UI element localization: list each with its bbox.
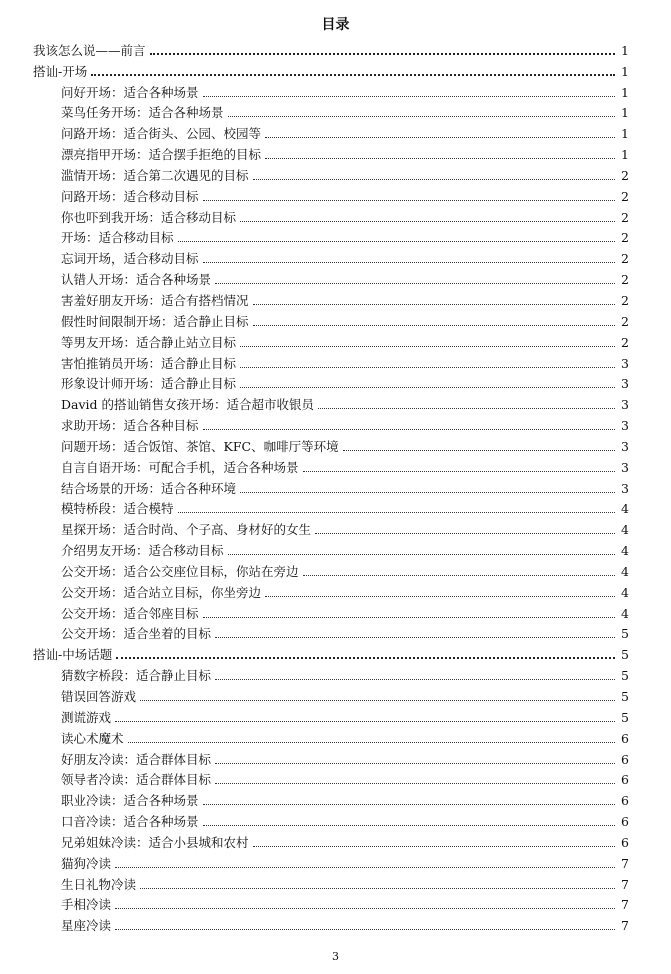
toc-entry-title: 害怕推销员开场：适合静止目标 [61,355,237,371]
toc-entry-title: 好朋友冷读：适合群体目标 [61,751,212,767]
toc-entry-page: 5 [621,626,629,642]
dot-leader [303,470,615,472]
toc-subsection-entry[interactable] [0,912,671,933]
toc-subsection-entry[interactable] [0,600,671,621]
dot-leader [318,407,615,409]
dot-leader [178,240,615,242]
toc-entry-title: 我该怎么说——前言 [33,42,146,58]
dot-leader [116,656,615,659]
toc-subsection-entry[interactable] [0,662,671,683]
toc-entry-page: 4 [621,563,629,579]
toc-entry-page: 1 [621,147,629,163]
toc-subsection-entry[interactable] [0,391,671,412]
toc-entry-title: 结合场景的开场：适合各种环境 [61,480,237,496]
dot-leader [140,699,615,701]
toc-subsection-entry[interactable] [0,225,671,246]
toc-entry-page: 2 [621,292,629,308]
toc-entry-title: 读心术魔术 [61,730,124,746]
toc-entry-title: 形象设计师开场：适合静止目标 [61,376,237,392]
toc-subsection-entry[interactable] [0,141,671,162]
toc-entry-title: 错误回答游戏 [61,689,137,704]
dot-leader [203,803,615,805]
toc-entry-page: 6 [621,814,629,830]
toc-entry-title: 问题开场：适合饭馆、茶馆、KFC、咖啡厅等环境 [61,438,339,454]
toc-subsection-entry[interactable] [0,683,671,704]
toc-entry-page: 5 [621,647,629,663]
dot-leader [228,115,615,117]
toc-subsection-entry[interactable] [0,412,671,433]
toc-entry-page: 2 [621,313,629,329]
toc-entry-page: 2 [621,272,629,288]
toc-entry-page: 3 [621,355,629,371]
dot-leader [240,220,615,222]
toc-entry-page: 4 [621,522,629,538]
dot-leader [315,532,615,534]
toc-subsection-entry[interactable] [0,871,671,892]
dot-leader [150,52,615,55]
toc-entry-page: 1 [621,105,629,121]
toc-subsection-entry[interactable] [0,516,671,537]
toc-entry-page: 3 [621,480,629,496]
toc-entry-page: 3 [621,418,629,434]
toc-entry-title: 求助开场：适合各种目标 [61,418,199,434]
dot-leader [303,574,615,576]
toc-entry-title: 菜鸟任务开场：适合各种场景 [61,105,224,121]
toc-entry-page: 2 [621,167,629,183]
toc-entry-page: 6 [621,793,629,809]
toc-entry-title: 忘词开场，适合移动目标 [61,251,199,267]
toc-subsection-entry[interactable] [0,746,671,767]
toc-entry-title: 测谎游戏 [61,709,112,725]
toc-entry-page: 4 [621,584,629,600]
toc-subsection-entry[interactable] [0,100,671,121]
toc-entry-page: 3 [621,459,629,475]
toc-entry-page: 1 [621,84,629,100]
toc-entry-page: 2 [621,230,629,246]
toc-entry-title: 介绍男友开场：适合移动目标 [61,543,224,559]
toc-subsection-entry[interactable] [0,787,671,808]
toc-entry-title: 害羞好朋友开场：适合有搭档情况 [61,292,249,308]
toc-entry-page: 1 [621,42,629,58]
toc-entry-title: 问路开场：适合街头、公园、校园等 [61,126,262,142]
toc-subsection-entry[interactable] [0,829,671,850]
toc-entry-title: 生日礼物冷读 [61,876,137,892]
toc-entry-page: 7 [621,876,629,892]
dot-leader [253,845,615,847]
toc-subsection-entry[interactable] [0,621,671,642]
dot-leader [115,907,615,909]
toc-subsection-entry[interactable] [0,496,671,517]
toc-subsection-entry[interactable] [0,245,671,266]
dot-leader [240,491,615,493]
dot-leader [215,282,615,284]
toc-entry-page: 5 [621,689,629,704]
toc-entry-title: 猫狗冷读 [61,855,112,871]
dot-leader [178,511,615,513]
dot-leader [240,386,615,388]
toc-entry-title: 公交开场：适合站立目标，你坐旁边 [61,584,262,600]
toc-section-entry[interactable] [0,641,671,662]
toc-entry-title: 手相冷读 [61,897,112,913]
toc-subsection-entry[interactable] [0,371,671,392]
dot-leader [228,553,615,555]
toc-entry-page: 1 [621,63,629,79]
toc-entry-page: 4 [621,543,629,559]
toc-subsection-entry[interactable] [0,537,671,558]
toc-section-entry[interactable] [0,37,671,58]
toc-subsection-entry[interactable] [0,808,671,829]
toc-entry-title: 等男友开场：适合静止站立目标 [61,334,237,350]
toc-entry-page: 3 [621,397,629,413]
dot-leader [240,345,615,347]
toc-entry-title: 职业冷读：适合各种场景 [61,793,199,809]
toc-subsection-entry[interactable] [0,266,671,287]
toc-entry-title: 公交开场：适合公交座位目标，你站在旁边 [61,563,299,579]
toc-entry-title: 搭讪-开场 [33,63,88,79]
dot-leader [215,762,615,764]
toc-entry-title: 兄弟姐妹冷读：适合小县城和农村 [61,834,249,850]
toc-entry-page: 6 [621,730,629,746]
toc-entry-title: 星座冷读 [61,918,112,934]
toc-entry-page: 7 [621,897,629,913]
page-number: 3 [332,950,339,963]
toc-entry-page: 7 [621,918,629,934]
dot-leader [253,303,615,305]
toc-entry-title: 问路开场：适合移动目标 [61,188,199,204]
dot-leader [253,324,615,326]
toc-entry-title: 假性时间限制开场：适合静止目标 [61,313,249,329]
toc-entry-page: 5 [621,668,629,684]
toc-section-entry[interactable] [0,58,671,79]
toc-subsection-entry[interactable] [0,767,671,788]
dot-leader [203,199,615,201]
toc-subsection-entry[interactable] [0,579,671,600]
dot-leader [215,782,615,784]
toc-subsection-entry[interactable] [0,329,671,350]
dot-leader [115,720,615,722]
dot-leader [265,157,615,159]
toc-subsection-entry[interactable] [0,704,671,725]
toc-entry-page: 4 [621,501,629,517]
toc-subsection-entry[interactable] [0,892,671,913]
toc-entry-title: 公交开场：适合坐着的目标 [61,626,212,642]
toc-entry-title: 星探开场：适合时尚、个子高、身材好的女生 [61,522,312,538]
toc-entry-page: 2 [621,251,629,267]
dot-leader [203,824,615,826]
toc-entry-title: 开场：适合移动目标 [61,230,174,246]
toc-entry-title: 口音冷读：适合各种场景 [61,814,199,830]
toc-entry-title: 模特桥段：适合模特 [61,501,174,517]
toc-subsection-entry[interactable] [0,725,671,746]
toc-entry-title: 漂亮指甲开场：适合摆手拒绝的目标 [61,147,262,163]
toc-entry-title: 领导者冷读：适合群体目标 [61,772,212,788]
dot-leader [253,178,615,180]
toc-subsection-entry[interactable] [0,350,671,371]
dot-leader [203,261,615,263]
toc-entry-title: 问好开场：适合各种场景 [61,84,199,100]
dot-leader [91,73,615,76]
dot-leader [128,741,615,743]
toc-subsection-entry[interactable] [0,204,671,225]
toc-subsection-entry[interactable] [0,433,671,454]
toc-subsection-entry[interactable] [0,454,671,475]
toc-entry-title: 公交开场：适合邻座目标 [61,605,199,621]
toc-entry-title: 自言自语开场：可配合手机，适合各种场景 [61,459,299,475]
toc-entry-title: 你也吓到我开场：适合移动目标 [61,209,237,225]
toc-subsection-entry[interactable] [0,79,671,100]
toc-subsection-entry[interactable] [0,162,671,183]
table-of-contents [0,37,671,933]
dot-leader [215,636,615,638]
dot-leader [240,366,615,368]
toc-entry-page: 3 [621,376,629,392]
toc-entry-page: 2 [621,188,629,204]
toc-subsection-entry[interactable] [0,850,671,871]
dot-leader [265,136,615,138]
dot-leader [265,595,615,597]
page-title: 目录 [321,17,350,33]
toc-subsection-entry[interactable] [0,308,671,329]
dot-leader [203,95,615,97]
toc-entry-page: 6 [621,834,629,850]
toc-entry-page: 3 [621,438,629,454]
toc-entry-page: 6 [621,751,629,767]
dot-leader [140,887,615,889]
dot-leader [203,616,615,618]
toc-entry-title: David 的搭讪销售女孩开场：适合超市收银员 [61,397,315,413]
toc-entry-page: 4 [621,605,629,621]
dot-leader [343,449,615,451]
toc-subsection-entry[interactable] [0,120,671,141]
dot-leader [203,428,615,430]
toc-subsection-entry[interactable] [0,183,671,204]
toc-entry-title: 滥情开场：适合第二次遇见的目标 [61,167,249,183]
toc-entry-page: 1 [621,126,629,142]
toc-entry-page: 2 [621,334,629,350]
toc-subsection-entry[interactable] [0,558,671,579]
toc-entry-title: 认错人开场：适合各种场景 [61,272,212,288]
toc-entry-page: 7 [621,855,629,871]
toc-subsection-entry[interactable] [0,475,671,496]
dot-leader [115,928,615,930]
toc-entry-title: 搭讪-中场话题 [33,647,113,663]
toc-entry-page: 6 [621,772,629,788]
toc-entry-page: 2 [621,209,629,225]
dot-leader [115,866,615,868]
toc-entry-title: 猜数字桥段：适合静止目标 [61,668,212,684]
toc-entry-page: 5 [621,709,629,725]
toc-subsection-entry[interactable] [0,287,671,308]
dot-leader [215,678,615,680]
